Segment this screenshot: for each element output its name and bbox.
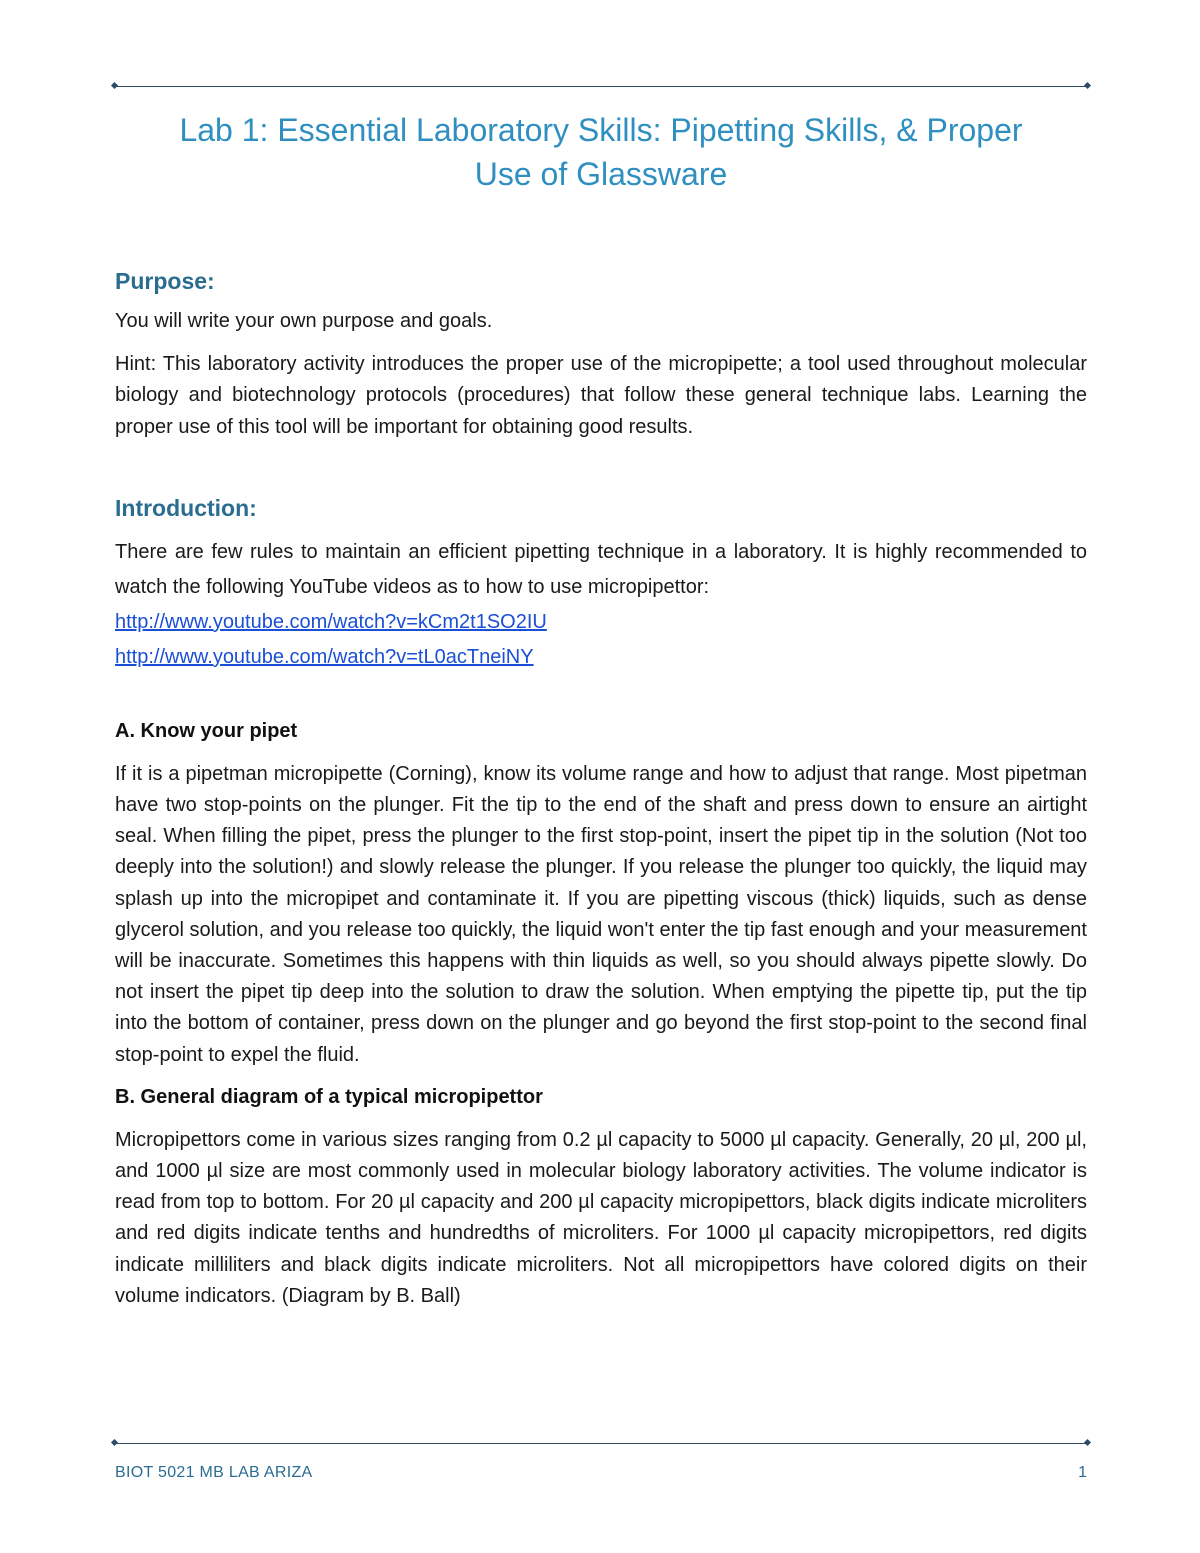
purpose-text: You will write your own purpose and goals. bbox=[115, 310, 493, 332]
youtube-link-2[interactable]: http://www.youtube.com/watch?v=tL0acTneiNY bbox=[115, 645, 534, 668]
section-b-heading: B. General diagram of a typical micropipettor bbox=[115, 1085, 543, 1108]
section-b-text: Micropipettors come in various sizes ranging from 0.2 µl capacity to 5000 µl capacity. Generally, 20 µl, 200 µl, and 1000 µl size are most commonly used in molecular biology laboratory activities. The volume indicator is read from top to bottom. For 20 µl capacity and 200 µl capacity micropipettors, black digits indicate microliters and red digits indicate tenths and hundredths of microliters. For 1000 µl capacity micropipettors, red digits indicate milliliters and black digits indicate microliters. Not all micropipettors have colored digits on their volume indicators. (Diagram by B. Ball) bbox=[115, 1128, 1087, 1307]
introduction-heading: Introduction: bbox=[115, 494, 257, 521]
purpose-hint: Hint: This laboratory activity introduces the proper use of the micropipette; a tool used throughout molecular biology and biotechnology protocols (procedures) that follow these general technique labs. Learning the proper use of this tool will be important for obtaining good results. bbox=[115, 353, 1087, 438]
page-number: 1 bbox=[1078, 1464, 1087, 1481]
youtube-link-1[interactable]: http://www.youtube.com/watch?v=kCm2t1SO2IU bbox=[115, 610, 547, 633]
header-rule bbox=[115, 86, 1087, 87]
document-body bbox=[115, 108, 1087, 1312]
section-a-heading: A. Know your pipet bbox=[115, 719, 298, 742]
footer-course: BIOT 5021 MB LAB ARIZA bbox=[115, 1464, 313, 1481]
section-a-text: If it is a pipetman micropipette (Corning), know its volume range and how to adjust that range. Most pipetman have two stop-points on the plunger. Fit the tip to the end of the shaft and press down to ensure an airtight seal. When filling the pipet, press the plunger to the first stop-point, insert the pipet tip in the solution (Not too deeply into the solution!) and slowly release the plunger. If you release the plunger too quickly, the liquid may splash up into the micropipet and contaminate it. If you are pipetting viscous (thick) liquids, such as dense glycerol solution, and you release too quickly, the liquid won't enter the tip fast enough and your measurement will be inaccurate. Sometimes this happens with thin liquids as well, so you should always pipette slowly. Do not insert the pipet tip deep into the solution to draw the solution. When emptying the pipette tip, put the tip into the bottom of container, press down on the plunger and go beyond the first stop-point to the second final stop-point to expel the fluid. bbox=[115, 762, 1087, 1066]
purpose-heading: Purpose: bbox=[115, 268, 215, 294]
page-title: Lab 1: Essential Laboratory Skills: Pipetting Skills, & Proper Use of Glassware bbox=[179, 112, 1023, 192]
footer-rule bbox=[115, 1443, 1087, 1444]
introduction-text: There are few rules to maintain an efficient pipetting technique in a laboratory. It is highly recommended to watch the following YouTube videos as to how to use micropipettor: bbox=[115, 540, 1087, 598]
